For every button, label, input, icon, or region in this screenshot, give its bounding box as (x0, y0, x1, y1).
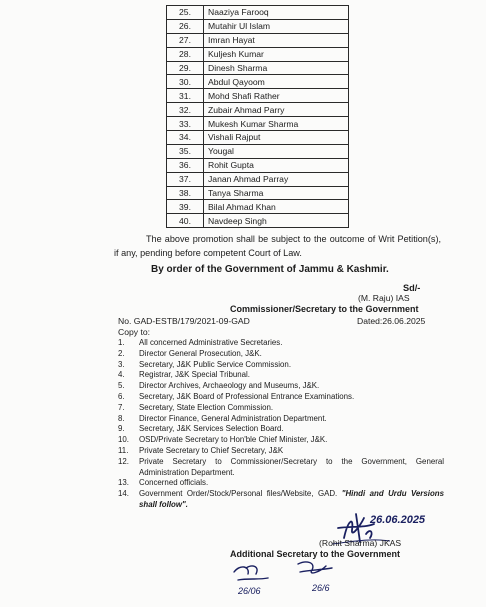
item-text (139, 392, 444, 403)
item-text (139, 446, 444, 457)
row-number: 31. (167, 89, 204, 103)
row-number: 26. (167, 19, 204, 33)
item-text-main: OSD/Private Secretary to Hon'ble Chief Minister, J&K. (139, 435, 328, 445)
item-text (139, 381, 444, 392)
item-text (139, 403, 444, 414)
order-date: Dated:26.06.2025 (357, 316, 426, 326)
row-number: 39. (167, 200, 204, 214)
table-row (167, 117, 349, 131)
item-text-main: All concerned Administrative Secretaries. (139, 338, 283, 347)
item-number: 3. (118, 359, 125, 369)
signatory-name: (Rohit Sharma) JKAS (319, 538, 402, 548)
row-number: 28. (167, 47, 204, 61)
table-row (167, 186, 349, 200)
employee-name: Tanya Sharma (204, 186, 349, 200)
item-text (139, 414, 444, 425)
list-item (118, 457, 444, 479)
employee-name: Mohd Shafi Rather (204, 89, 349, 103)
list-item (118, 360, 444, 371)
table-row (167, 33, 349, 47)
copy-to-heading: Copy to: (118, 327, 151, 337)
employee-name: Abdul Qayoom (204, 75, 349, 89)
employee-name: Yougal (204, 144, 349, 158)
list-item (118, 446, 444, 457)
item-text (139, 457, 444, 479)
item-number: 8. (118, 413, 125, 423)
list-item (118, 338, 444, 349)
item-text-main: Director Finance, General Administration Department. (139, 413, 327, 423)
item-text (139, 338, 444, 349)
item-text-main: Secretary, State Election Commission. (139, 402, 274, 412)
promotion-condition-paragraph (114, 233, 441, 260)
item-number: 9. (118, 424, 125, 434)
signer-designation: Commissioner/Secretary to the Government (230, 304, 419, 314)
table-row (167, 89, 349, 103)
item-text-main: Secretary, J&K Services Selection Board. (139, 424, 284, 434)
table-row (167, 19, 349, 33)
table-row (167, 172, 349, 186)
initials-date-right: 26/6 (312, 583, 330, 593)
row-number: 36. (167, 158, 204, 172)
promotion-names-table (166, 5, 349, 228)
list-item (118, 414, 444, 425)
table-row (167, 144, 349, 158)
item-number: 7. (118, 402, 125, 412)
item-text-main: Private Secretary to Chief Secretary, J&K (139, 445, 284, 455)
signature-date: 26.06.2025 (370, 514, 426, 526)
employee-name: Navdeep Singh (204, 214, 349, 228)
row-number: 29. (167, 61, 204, 75)
table-row (167, 6, 349, 20)
item-text-emphasis: "Hindi and Urdu Versions shall follow". (139, 489, 444, 509)
item-text (139, 435, 444, 446)
list-item (118, 392, 444, 403)
item-number: 5. (118, 381, 125, 391)
initials-date-left: 26/06 (238, 586, 261, 596)
recipients-list (118, 338, 444, 511)
item-text-main: Concerned officials. (139, 478, 209, 488)
employee-name: Janan Ahmad Parray (204, 172, 349, 186)
employee-name: Kuljesh Kumar (204, 47, 349, 61)
list-item (118, 370, 444, 381)
list-item (118, 435, 444, 446)
table-row (167, 61, 349, 75)
paragraph-text: The above promotion shall be subject to the outcome of Writ Petition(s), if any, pending before competent Court of Law. (114, 234, 441, 258)
item-number: 11. (118, 445, 129, 455)
order-line: By order of the Government of Jammu & Kashmir. (151, 264, 389, 275)
table-row (167, 158, 349, 172)
list-item (118, 478, 444, 489)
item-text-main: Government Order/Stock/Personal files/Website, GAD. (139, 489, 338, 499)
table-row (167, 131, 349, 145)
row-number: 35. (167, 144, 204, 158)
item-text-main: Director Archives, Archaeology and Museums, J&K. (139, 381, 320, 391)
item-text-main: Director General Prosecution, J&K. (139, 348, 262, 358)
employee-name: Imran Hayat (204, 33, 349, 47)
item-number: 6. (118, 391, 125, 401)
item-text-main: Secretary, J&K Public Service Commission. (139, 359, 292, 369)
row-number: 30. (167, 75, 204, 89)
row-number: 25. (167, 6, 204, 20)
item-text (139, 360, 444, 371)
item-number: 4. (118, 370, 125, 380)
employee-name: Mutahir Ul Islam (204, 19, 349, 33)
item-number: 12. (118, 456, 129, 466)
employee-name: Naaziya Farooq (204, 6, 349, 20)
list-item (118, 403, 444, 414)
item-text-main: Private Secretary to Commissioner/Secretary to the Government, General Administration Department. (139, 456, 444, 477)
employee-name: Dinesh Sharma (204, 61, 349, 75)
row-number: 32. (167, 103, 204, 117)
employee-name: Zubair Ahmad Parry (204, 103, 349, 117)
item-text-main: Secretary, J&K Board of Professional Entrance Examinations. (139, 391, 355, 401)
list-item (118, 381, 444, 392)
table-row (167, 200, 349, 214)
item-number: 14. (118, 489, 129, 499)
item-number: 10. (118, 435, 129, 445)
row-number: 38. (167, 186, 204, 200)
table-row (167, 47, 349, 61)
sd-mark: Sd/- (403, 283, 421, 293)
row-number: 27. (167, 33, 204, 47)
item-number: 13. (118, 478, 129, 488)
item-text-main: Registrar, J&K Special Tribunal. (139, 370, 250, 380)
employee-name: Vishali Rajput (204, 131, 349, 145)
employee-name: Rohit Gupta (204, 158, 349, 172)
row-number: 34. (167, 131, 204, 145)
item-text (139, 349, 444, 360)
item-text (139, 370, 444, 381)
table-row (167, 75, 349, 89)
row-number: 40. (167, 214, 204, 228)
employee-name: Bilal Ahmad Khan (204, 200, 349, 214)
order-number: No. GAD-ESTB/179/2021-09-GAD (118, 316, 250, 326)
table-row (167, 103, 349, 117)
row-number: 33. (167, 117, 204, 131)
item-number: 2. (118, 348, 125, 358)
row-number: 37. (167, 172, 204, 186)
employee-name: Mukesh Kumar Sharma (204, 117, 349, 131)
item-number: 1. (118, 338, 125, 347)
list-item (118, 424, 444, 435)
item-text (139, 424, 444, 435)
list-item (118, 349, 444, 360)
handwritten-initials (228, 558, 378, 598)
table-row (167, 214, 349, 228)
signatory-designation: Additional Secretary to the Government (230, 549, 401, 559)
item-text (139, 478, 444, 489)
signer-name: (M. Raju) IAS (358, 293, 410, 303)
